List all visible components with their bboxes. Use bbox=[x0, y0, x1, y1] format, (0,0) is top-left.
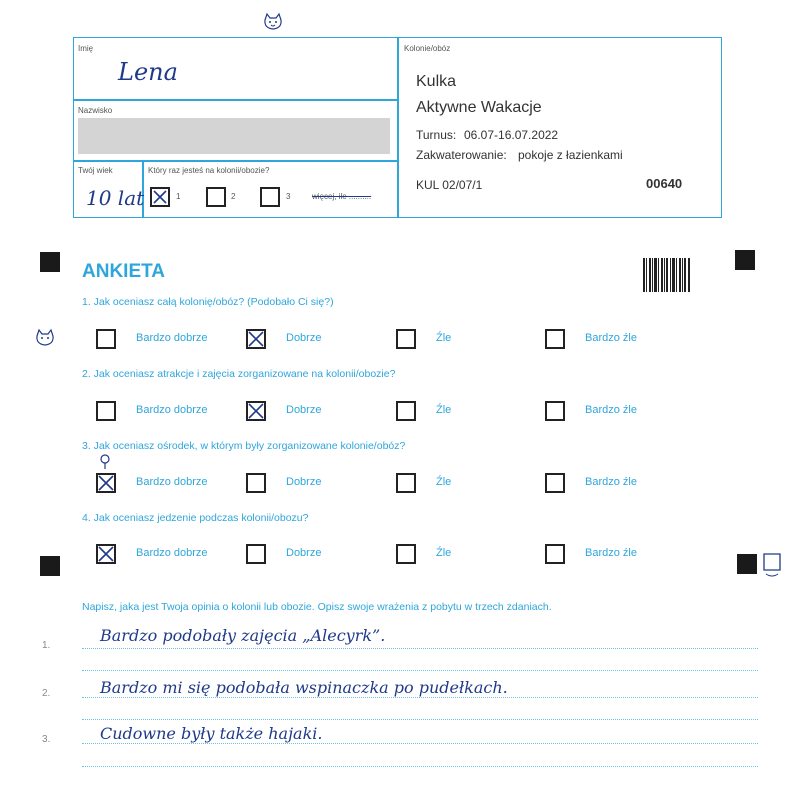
which-time-more: więcej, ile .......... bbox=[312, 192, 372, 201]
q2-option-3-label: Źle bbox=[436, 404, 452, 416]
header-divider-h1 bbox=[73, 99, 398, 101]
tree-doodle-icon bbox=[98, 454, 112, 470]
header-divider-v bbox=[397, 37, 399, 218]
checkbox-x-icon bbox=[97, 545, 115, 563]
registration-mark-top-left bbox=[40, 252, 60, 272]
q2-option-4-label: Bardzo źle bbox=[585, 404, 637, 416]
cat-doodle-icon bbox=[760, 552, 784, 578]
surname-label: Nazwisko bbox=[78, 106, 113, 115]
q4-option-4-label: Bardzo źle bbox=[585, 547, 637, 559]
which-time-opt3: 3 bbox=[286, 192, 291, 201]
q3-option-2-checkbox[interactable] bbox=[246, 473, 266, 493]
q4-option-2-checkbox[interactable] bbox=[246, 544, 266, 564]
answer-1-text[interactable]: Bardzo podobały zajęcia „Alecyrk”. bbox=[100, 626, 386, 645]
answer-3b-line bbox=[82, 766, 758, 767]
name-label: Imię bbox=[78, 44, 94, 53]
accommodation-label: Zakwaterowanie: bbox=[416, 148, 507, 162]
which-time-opt1: 1 bbox=[176, 192, 181, 201]
registration-mark-bottom-left bbox=[40, 556, 60, 576]
q3-option-1-checkbox[interactable] bbox=[96, 473, 116, 493]
age-label: Twój wiek bbox=[78, 166, 113, 175]
answer-1-line bbox=[82, 648, 758, 649]
q1-option-1-checkbox[interactable] bbox=[96, 329, 116, 349]
cat-doodle-icon bbox=[262, 12, 284, 32]
answer-1-number: 1. bbox=[42, 640, 51, 651]
form-number: 00640 bbox=[646, 176, 683, 191]
turnus-value: 06.07-16.07.2022 bbox=[464, 128, 559, 142]
q4-option-1-label: Bardzo dobrze bbox=[136, 547, 208, 559]
answer-2-line bbox=[82, 697, 758, 698]
which-time-checkbox-1[interactable] bbox=[150, 187, 170, 207]
checkbox-x-icon bbox=[247, 330, 265, 348]
q4-option-2-label: Dobrze bbox=[286, 547, 322, 559]
surname-redaction bbox=[78, 118, 390, 154]
registration-mark-top-right bbox=[735, 250, 755, 270]
barcode-icon bbox=[643, 258, 691, 298]
answer-3-line bbox=[82, 743, 758, 744]
checkbox-x-icon bbox=[97, 474, 115, 492]
which-time-checkbox-2[interactable] bbox=[206, 187, 226, 207]
q4-option-4-checkbox[interactable] bbox=[545, 544, 565, 564]
q3-option-2-label: Dobrze bbox=[286, 476, 322, 488]
q1-option-4-label: Bardzo źle bbox=[585, 332, 637, 344]
which-time-opt2: 2 bbox=[231, 192, 236, 201]
turnus-label: Turnus: bbox=[416, 128, 457, 142]
registration-mark-bottom-right bbox=[737, 554, 757, 574]
question-3-text: 3. Jak oceniasz ośrodek, w którym były zorganizowane kolonie/obóz? bbox=[82, 440, 406, 452]
header-divider-h2 bbox=[73, 160, 398, 162]
q3-option-3-label: Źle bbox=[436, 476, 452, 488]
q3-option-3-checkbox[interactable] bbox=[396, 473, 416, 493]
q3-option-1-label: Bardzo dobrze bbox=[136, 476, 208, 488]
q2-option-1-label: Bardzo dobrze bbox=[136, 404, 208, 416]
camp-code: KUL 02/07/1 bbox=[416, 178, 483, 192]
opinion-prompt: Napisz, jaka jest Twoja opinia o kolonii lub obozie. Opisz swoje wrażenia z pobytu w trzech zdaniach. bbox=[82, 601, 552, 613]
answer-2b-line bbox=[82, 719, 758, 720]
camp-program: Aktywne Wakacje bbox=[416, 99, 542, 116]
which-time-label: Który raz jesteś na kolonii/obozie? bbox=[148, 166, 270, 175]
q1-option-1-label: Bardzo dobrze bbox=[136, 332, 208, 344]
answer-3-text[interactable]: Cudowne były także hajaki. bbox=[100, 724, 323, 743]
q1-option-3-checkbox[interactable] bbox=[396, 329, 416, 349]
question-2-text: 2. Jak oceniasz atrakcje i zajęcia zorganizowane na kolonii/obozie? bbox=[82, 368, 396, 380]
q1-option-3-label: Źle bbox=[436, 332, 452, 344]
name-value[interactable]: Lena bbox=[118, 58, 178, 86]
which-time-checkbox-3[interactable] bbox=[260, 187, 280, 207]
q1-option-2-checkbox[interactable] bbox=[246, 329, 266, 349]
answer-2-text[interactable]: Bardzo mi się podobała wspinaczka po pudełkach. bbox=[100, 678, 508, 697]
q1-option-2-label: Dobrze bbox=[286, 332, 322, 344]
q4-option-1-checkbox[interactable] bbox=[96, 544, 116, 564]
q2-option-2-checkbox[interactable] bbox=[246, 401, 266, 421]
age-value[interactable]: 10 lat bbox=[86, 186, 145, 210]
survey-title: ANKIETA bbox=[82, 261, 166, 282]
q4-option-3-label: Źle bbox=[436, 547, 452, 559]
camp-name: Kulka bbox=[416, 73, 457, 90]
q1-option-4-checkbox[interactable] bbox=[545, 329, 565, 349]
q2-option-4-checkbox[interactable] bbox=[545, 401, 565, 421]
q3-option-4-checkbox[interactable] bbox=[545, 473, 565, 493]
q2-option-2-label: Dobrze bbox=[286, 404, 322, 416]
question-1-text: 1. Jak oceniasz całą kolonię/obóz? (Podobało Ci się?) bbox=[82, 296, 334, 308]
answer-3-number: 3. bbox=[42, 734, 51, 745]
accommodation-value: pokoje z łazienkami bbox=[518, 148, 623, 162]
answer-2-number: 2. bbox=[42, 688, 51, 699]
answer-1b-line bbox=[82, 670, 758, 671]
cat-doodle-icon bbox=[34, 328, 56, 348]
question-4-text: 4. Jak oceniasz jedzenie podczas kolonii/obozu? bbox=[82, 512, 309, 524]
q2-option-1-checkbox[interactable] bbox=[96, 401, 116, 421]
checkbox-x-icon bbox=[247, 402, 265, 420]
q2-option-3-checkbox[interactable] bbox=[396, 401, 416, 421]
q4-option-3-checkbox[interactable] bbox=[396, 544, 416, 564]
camp-label: Kolonie/obóz bbox=[404, 44, 451, 53]
q3-option-4-label: Bardzo źle bbox=[585, 476, 637, 488]
